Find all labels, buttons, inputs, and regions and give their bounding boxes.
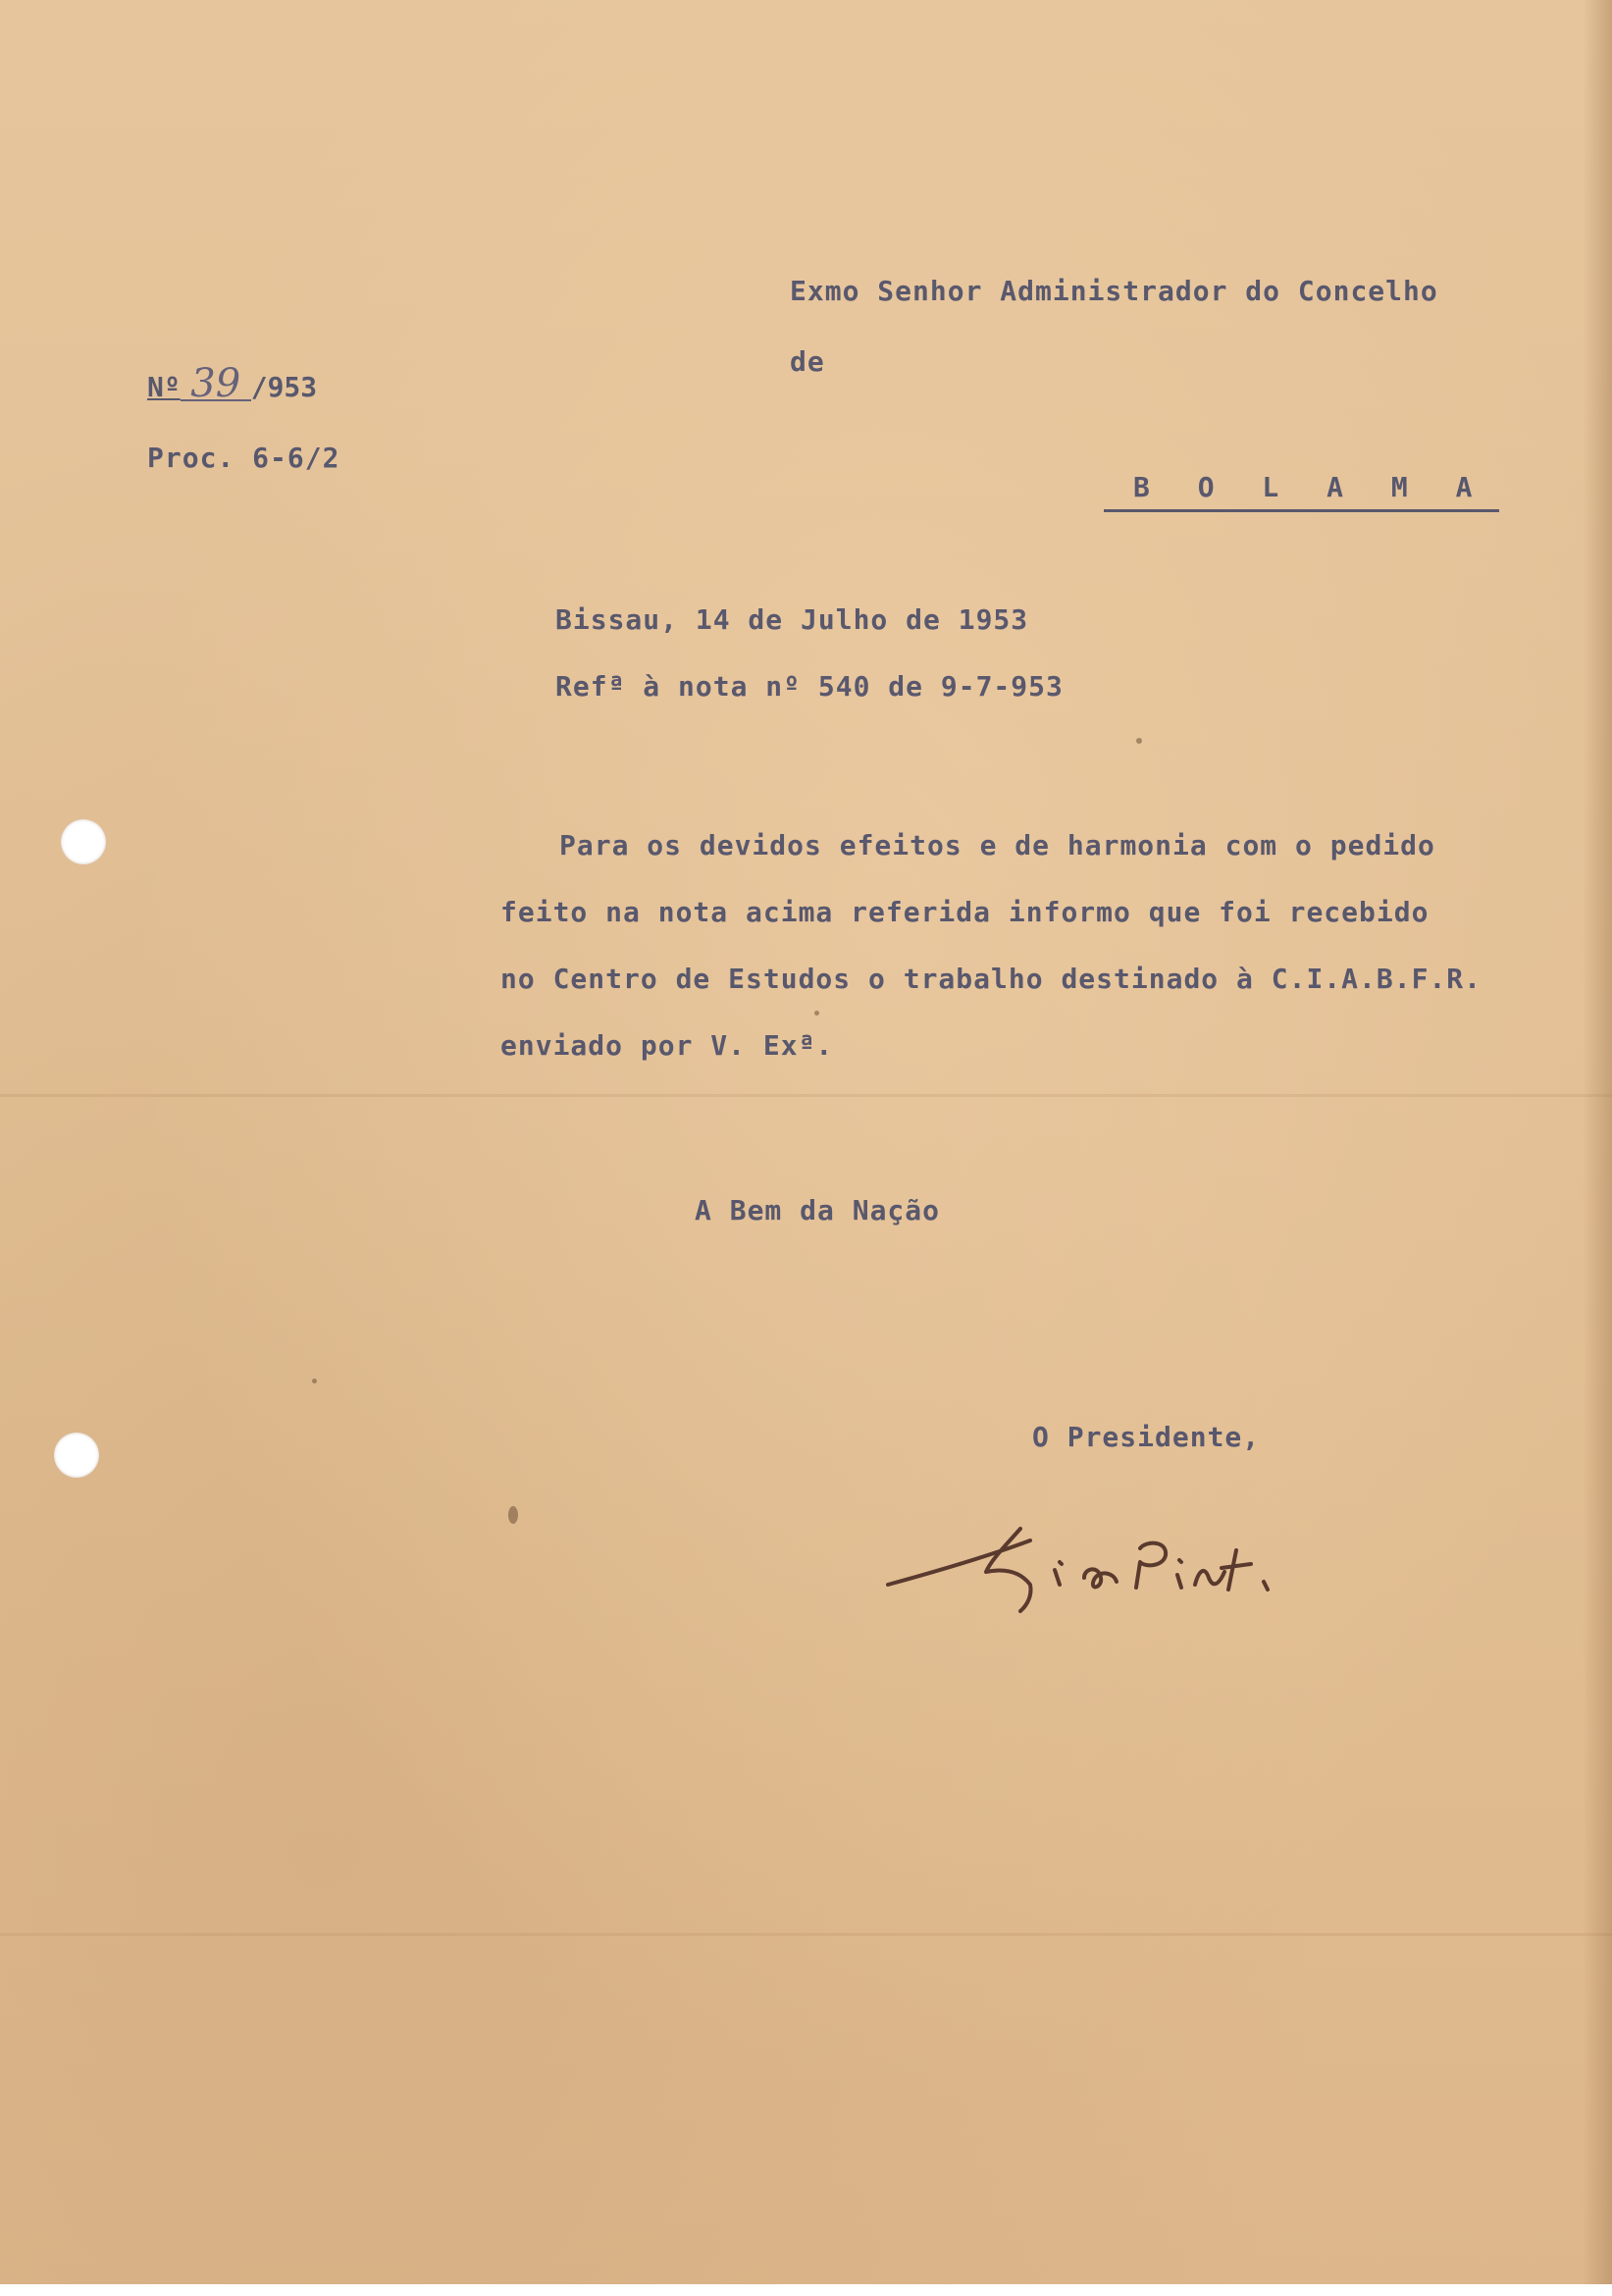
paper-stain — [814, 1011, 819, 1016]
paper-fold-line — [0, 1933, 1612, 1936]
closing-formula: A Bem da Nação — [695, 1194, 941, 1226]
reference-line: Refª à nota nº 540 de 9-7-953 — [555, 670, 1064, 703]
handwritten-number: 39 — [181, 368, 251, 401]
handwritten-signature — [883, 1501, 1334, 1629]
number-suffix: /953 — [250, 371, 318, 403]
scan-border — [0, 2284, 1612, 2296]
body-line-2: feito na nota acima referida informo que foi recebido — [500, 896, 1430, 928]
process-reference: Proc. 6-6/2 — [147, 442, 340, 474]
destination-place: B O L A M A — [1104, 471, 1499, 512]
number-prefix: Nº — [147, 371, 181, 403]
punch-hole-lower — [54, 1433, 99, 1478]
body-line-4: enviado por V. Exª. — [500, 1029, 834, 1062]
paper-fold-line — [0, 1094, 1612, 1097]
paper-stain — [1136, 738, 1142, 744]
punch-hole-upper — [61, 819, 106, 864]
date-line: Bissau, 14 de Julho de 1953 — [555, 603, 1029, 636]
paper-stain — [312, 1379, 317, 1383]
paper-stain — [508, 1506, 518, 1524]
document-number — [147, 361, 318, 406]
signatory-title: O Presidente, — [1032, 1421, 1261, 1453]
paper-edge-shadow — [1583, 0, 1612, 2296]
addressee-line-2: de — [790, 345, 825, 378]
body-line-3: no Centro de Estudos o trabalho destinado à C.I.A.B.F.R. — [500, 963, 1482, 995]
body-line-1: Para os devidos efeitos e de harmonia com o pedido — [559, 829, 1435, 861]
addressee-line-1: Exmo Senhor Administrador do Concelho — [790, 275, 1438, 307]
